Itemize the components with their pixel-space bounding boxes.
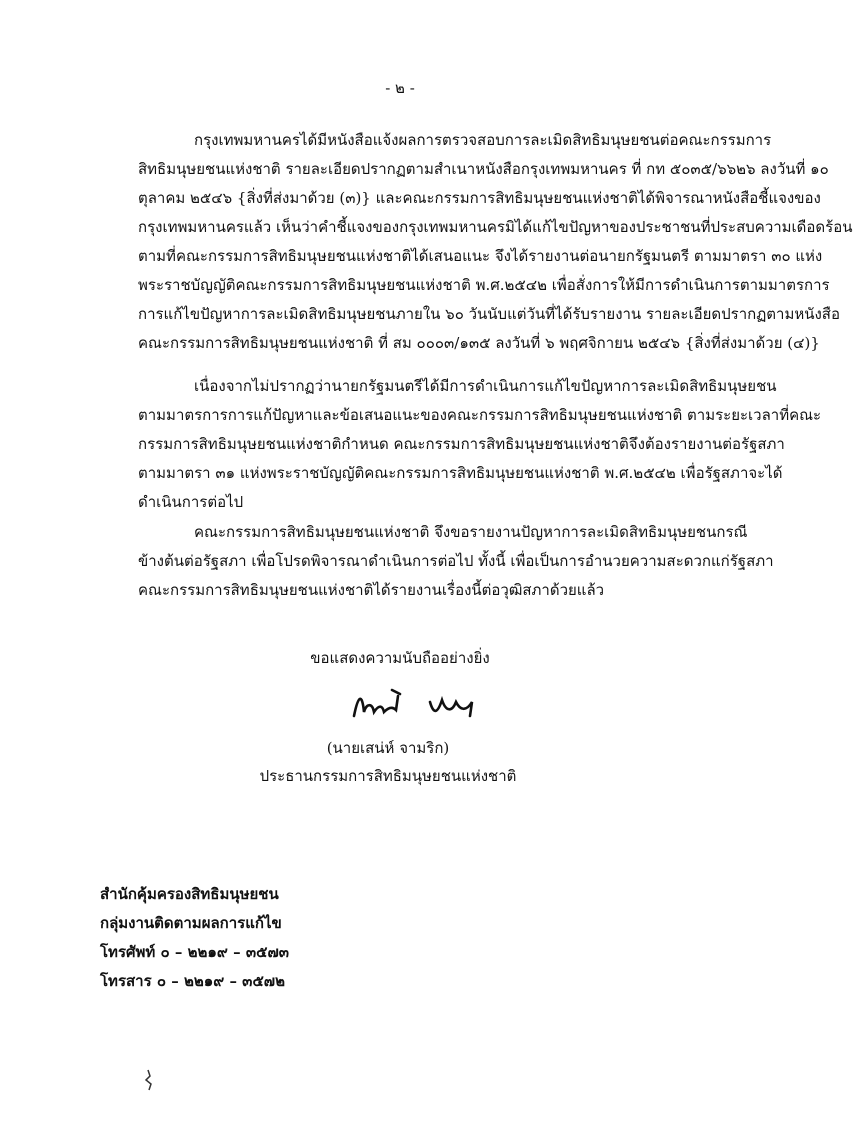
signer-name: (นายเสน่ห์ จามริก) — [326, 739, 450, 757]
paragraph-line: เนื่องจากไม่ปรากฏว่านายกรัฐมนตรีได้มีการดำเนินการแก้ไขปัญหาการละเมิดสิทธิมนุษยชน — [194, 377, 777, 395]
scan-mark — [140, 1068, 158, 1092]
paragraph-line: ตามที่คณะกรรมการสิทธิมนุษยชนแห่งชาติได้เสนอแนะ จึงได้รายงานต่อนายกรัฐมนตรี ตามมาตรา ๓๐ แห่ง — [138, 247, 823, 265]
paragraph-line: ตามมาตรการการแก้ปัญหาและข้อเสนอแนะของคณะกรรมการสิทธิมนุษยชนแห่งชาติ ตามระยะเวลาที่คณะ — [138, 406, 822, 424]
closing-salutation: ขอแสดงความนับถืออย่างยิ่ง — [310, 649, 490, 667]
fax-number: โทรสาร ๐ – ๒๒๑๙ – ๓๕๗๒ — [100, 972, 285, 990]
paragraph-line: พระราชบัญญัติคณะกรรมการสิทธิมนุษยชนแห่งชาติ พ.ศ.๒๕๔๒ เพื่อสั่งการให้มีการดำเนินการตามมาตรการ — [138, 276, 830, 294]
paragraph-line: คณะกรรมการสิทธิมนุษยชนแห่งชาติ ที่ สม ๐๐๐๓/๑๓๕ ลงวันที่ ๖ พฤศจิกายน ๒๕๔๖ {สิ่งที่ส่งมาด้วย (๔)} — [138, 334, 820, 352]
paragraph-line: ตามมาตรา ๓๑ แห่งพระราชบัญญัติคณะกรรมการสิทธิมนุษยชนแห่งชาติ พ.ศ.๒๕๔๒ เพื่อรัฐสภาจะได้ — [138, 464, 783, 482]
paragraph-line: กรุงเทพมหานครได้มีหนังสือแจ้งผลการตรวจสอบการละเมิดสิทธิมนุษยชนต่อคณะกรรมการ — [194, 131, 772, 149]
paragraph-line: การแก้ไขปัญหาการละเมิดสิทธิมนุษยชนภายใน ๖๐ วันนับแต่วันที่ได้รับรายงาน รายละเอียดปรากฏตามหนังสือ — [138, 305, 840, 323]
paragraph-3 — [138, 518, 774, 605]
page-number: - ๒ - — [385, 79, 415, 97]
contact-footer — [100, 880, 289, 996]
paragraph-line: กรรมการสิทธิมนุษยชนแห่งชาติกำหนด คณะกรรมการสิทธิมนุษยชนแห่งชาติจึงต้องรายงานต่อรัฐสภา — [138, 435, 785, 453]
paragraph-1 — [138, 126, 853, 358]
paragraph-2 — [138, 372, 822, 517]
office-name: สำนักคุ้มครองสิทธิมนุษยชน — [100, 885, 279, 903]
paragraph-line: กรุงเทพมหานครแล้ว เห็นว่าคำชี้แจงของกรุงเทพมหานครมิได้แก้ไขปัญหาของประชาชนที่ประสบความเดือดร้อน — [138, 218, 853, 236]
handwritten-signature — [346, 682, 506, 726]
paragraph-line: ดำเนินการต่อไป — [138, 493, 244, 511]
paragraph-line: สิทธิมนุษยชนแห่งชาติ รายละเอียดปรากฏตามสำเนาหนังสือกรุงเทพมหานคร ที่ กท ๕๐๓๕/๖๖๒๖ ลงวันที่ ๑๐ — [138, 160, 829, 178]
paragraph-line: คณะกรรมการสิทธิมนุษยชนแห่งชาติ จึงขอรายงานปัญหาการละเมิดสิทธิมนุษยชนกรณี — [194, 523, 748, 541]
group-name: กลุ่มงานติดตามผลการแก้ไข — [100, 914, 282, 932]
paragraph-line: ตุลาคม ๒๕๔๖ {สิ่งที่ส่งมาด้วย (๓)} และคณะกรรมการสิทธิมนุษยชนแห่งชาติได้พิจารณาหนังสือชี้แจงของ — [138, 189, 821, 207]
signer-title: ประธานกรรมการสิทธิมนุษยชนแห่งชาติ — [259, 767, 517, 785]
phone-number: โทรศัพท์ ๐ – ๒๒๑๙ – ๓๕๗๓ — [100, 943, 289, 961]
paragraph-line: ข้างต้นต่อรัฐสภา เพื่อโปรดพิจารณาดำเนินการต่อไป ทั้งนี้ เพื่อเป็นการอำนวยความสะดวกแก่รัฐสภา — [138, 552, 774, 570]
paragraph-line: คณะกรรมการสิทธิมนุษยชนแห่งชาติได้รายงานเรื่องนี้ต่อวุฒิสภาด้วยแล้ว — [138, 581, 605, 599]
